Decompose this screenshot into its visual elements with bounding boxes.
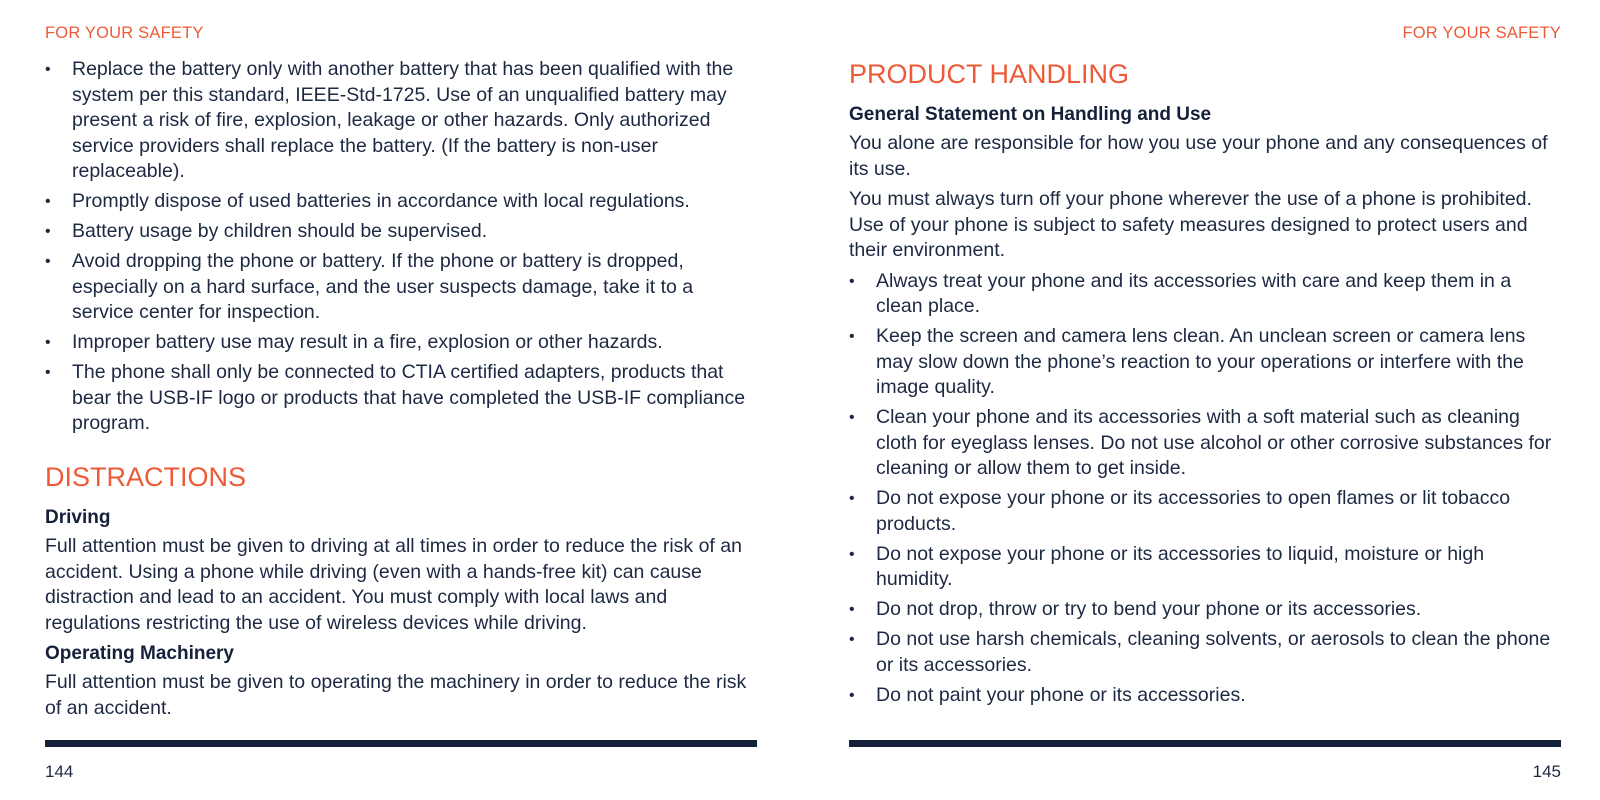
right-page bbox=[849, 0, 1561, 800]
bullet-icon: • bbox=[45, 61, 51, 78]
bullet-text: Battery usage by children should be supervised. bbox=[72, 220, 488, 242]
list-item bbox=[849, 542, 1561, 593]
bullet-text: Avoid dropping the phone or battery. If the phone or battery is dropped, especially on a hard surface, and the user suspects damage, take it to a service center for inspection. bbox=[72, 250, 694, 323]
bullet-icon: • bbox=[849, 545, 855, 563]
product-handling-title: PRODUCT HANDLING bbox=[849, 59, 1130, 89]
list-item bbox=[849, 486, 1561, 537]
turn-off-paragraph: You must always turn off your phone wherever the use of a phone is prohibited. Use of your phone is subject to safety measures designed to protect users and their environment. bbox=[849, 188, 1532, 261]
list-item bbox=[849, 269, 1561, 320]
general-statement-heading: General Statement on Handling and Use bbox=[849, 104, 1212, 125]
page-number-left: 144 bbox=[45, 762, 74, 781]
bullet-text: Promptly dispose of used batteries in accordance with local regulations. bbox=[72, 190, 690, 212]
bullet-icon: • bbox=[849, 328, 855, 345]
bullet-icon: • bbox=[849, 490, 855, 507]
bullet-text: Do not expose your phone or its accessories to liquid, moisture or high humidity. bbox=[876, 542, 1485, 590]
operating-machinery-heading: Operating Machinery bbox=[45, 643, 234, 664]
bullet-icon: • bbox=[45, 223, 51, 240]
bullet-icon: • bbox=[45, 193, 51, 210]
bullet-text: Clean your phone and its accessories with a soft material such as cleaning cloth for eyeglass lenses. Do not use alcohol or other corrosive substances for cleaning or allow them to get inside. bbox=[876, 406, 1552, 479]
bullet-icon: • bbox=[45, 364, 51, 381]
bullet-text: Do not drop, throw or try to bend your phone or its accessories. bbox=[876, 598, 1422, 620]
bullet-text: Do not paint your phone or its accessories. bbox=[876, 683, 1246, 706]
running-header-left: FOR YOUR SAFETY bbox=[45, 24, 204, 42]
page-number-right: 145 bbox=[1532, 762, 1561, 781]
operating-machinery-paragraph: Full attention must be given to operating the machinery in order to reduce the risk of an accident. bbox=[45, 671, 747, 719]
list-item bbox=[45, 360, 757, 437]
bullet-icon: • bbox=[849, 686, 855, 704]
handling-bullet-list bbox=[849, 269, 1561, 709]
list-item bbox=[45, 219, 757, 245]
footer-divider-right bbox=[849, 740, 1561, 747]
bullet-icon: • bbox=[849, 601, 855, 618]
left-page-content bbox=[45, 57, 757, 726]
right-page-content bbox=[849, 56, 1561, 713]
list-item bbox=[45, 249, 757, 326]
list-item bbox=[849, 405, 1561, 482]
bullet-icon: • bbox=[849, 272, 855, 290]
bullet-text: Improper battery use may result in a fire, explosion or other hazards. bbox=[72, 331, 663, 353]
list-item bbox=[849, 597, 1561, 623]
bullet-text: Always treat your phone and its accessories with care and keep them in a clean place. bbox=[876, 269, 1512, 317]
bullet-icon: • bbox=[849, 631, 855, 648]
list-item bbox=[45, 189, 757, 215]
footer-divider-left bbox=[45, 740, 757, 747]
distractions-title: DISTRACTIONS bbox=[45, 462, 247, 492]
bullet-icon: • bbox=[45, 253, 51, 270]
bullet-icon: • bbox=[45, 334, 51, 351]
list-item bbox=[45, 330, 757, 356]
battery-bullet-list bbox=[45, 57, 757, 437]
bullet-icon: • bbox=[849, 409, 855, 426]
bullet-text: Keep the screen and camera lens clean. An unclean screen or camera lens may slow down the phone’s reaction to your operations or interfere with the image quality. bbox=[876, 325, 1526, 398]
bullet-text: Do not use harsh chemicals, cleaning solvents, or aerosols to clean the phone or its accessories. bbox=[876, 628, 1551, 676]
bullet-text: Replace the battery only with another battery that has been qualified with the system per this standard, IEEE-Std-1725. Use of an unqualified battery may present a risk of fire, explosion, leakage or other hazards. Only authorized service providers shall replace the battery. (If the battery is non-user replaceable). bbox=[72, 58, 734, 182]
running-header-right: FOR YOUR SAFETY bbox=[1402, 24, 1561, 42]
bullet-text: The phone shall only be connected to CTIA certified adapters, products that bear the USB-IF logo or products that have completed the USB-IF compliance program. bbox=[72, 361, 746, 434]
bullet-text: Do not expose your phone or its accessories to open flames or lit tobacco products. bbox=[876, 487, 1511, 535]
list-item bbox=[849, 683, 1561, 709]
left-page bbox=[45, 0, 757, 800]
driving-paragraph: Full attention must be given to driving at all times in order to reduce the risk of an accident. Using a phone while driving (even with a hands-free kit) can cause distraction and lead to an accident. You must comply with local laws and regulations restricting the use of wireless devices while driving. bbox=[45, 535, 742, 634]
list-item bbox=[849, 627, 1561, 678]
responsibility-paragraph: You alone are responsible for how you use your phone and any consequences of its use. bbox=[849, 132, 1548, 180]
list-item bbox=[45, 57, 757, 185]
list-item bbox=[849, 324, 1561, 401]
driving-heading: Driving bbox=[45, 507, 111, 528]
